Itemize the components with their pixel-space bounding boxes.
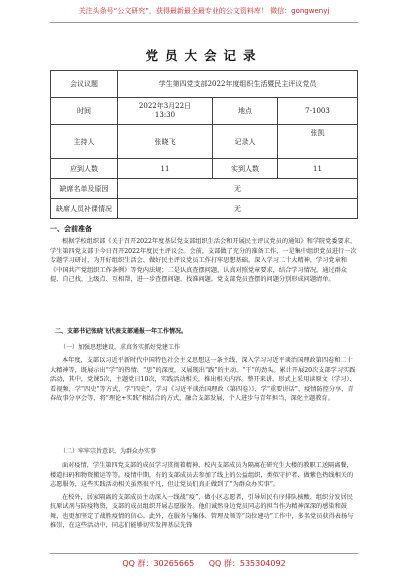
footer-qq-group-1: QQ 群：30265665: [122, 559, 195, 568]
footer-divider: [50, 553, 358, 554]
recorder-label: 记录人: [213, 125, 278, 159]
place-label: 地点: [213, 98, 278, 125]
time-clock: 13:30: [154, 111, 176, 119]
time-label: 时间: [51, 98, 118, 125]
host-label: 主持人: [51, 125, 118, 159]
due-count-label: 应到人数: [51, 159, 118, 179]
due-count-value: 11: [118, 159, 213, 179]
topic-label: 会议议题: [51, 71, 118, 98]
actual-count-label: 实到人数: [213, 159, 278, 179]
top-banner: 关注头条号“公文研究”，获得最新最全最专业的公文资料库！ 微信：gongwenyj: [78, 7, 330, 15]
page-title: 党员大会记录: [145, 48, 263, 63]
header-divider: [50, 22, 358, 23]
recorder-value: 张凯: [278, 125, 358, 159]
makeup-label: 缺席人员补课情况: [51, 199, 118, 219]
section2-heading: 二、支部书记张晓飞代表支部通报一年工作情况。: [55, 328, 188, 335]
section2-paragraph-2: 面对疫情，学生第四党支部的成员学习贯彻着精神，校内支部成员为隔离在研究生大楼的教职工送隔离餐，楼道扫码和物资搬运等等。疫情中期，有的支部成员去参加了线上的公益组织，类似守护者、做紫色热线相关的志愿服务，这些实践活动相关虽然很平凡，但让党员们真正做到了“为群众办实事”。: [50, 462, 354, 488]
section1-paragraph: 根据学校组织部《关于召开2022年度基层党支部组织生活会和开展民主评议党员的通知》和学院党委要求，学生第四党支部于今日召开2022年度民主评议会。会前，支部做了充分的准备工作，一是集中组织党员进行一次专题学习研讨，为开好组织生活会、做好民主评议党员工作打牢思想基础。深入学习二十大精神，学习党章和《中国共产党组织工作条例》等党内法规；二是认真查摆问题，认真对照党章要求，结合学习情况，通过群众提、自己找、上级点、互相帮，进一步查摆问题、找准问题。党支部党员查摆的问题分别形成问题清单。: [50, 238, 357, 283]
place-value: 7-1003: [278, 98, 358, 125]
topic-value: 学生第四党支部2022年度组织生活暨民主评议党员: [118, 71, 358, 98]
absent-value: 无: [118, 179, 358, 199]
makeup-value: 无: [118, 199, 358, 219]
section1-body: [50, 237, 358, 285]
time-date: 2022年3月22日: [138, 102, 192, 110]
absent-label: 缺席名单及原因: [51, 179, 118, 199]
section2-subheading-1: （一）加强思想建设，求真务实抓好党建工作: [60, 344, 181, 351]
host-value: 张晓飞: [118, 125, 213, 159]
section2-body-2: [50, 461, 358, 531]
time-value: [118, 98, 213, 125]
section2-subheading-2: （二）牢牢宗旨意识，为群众办实事: [60, 448, 157, 455]
actual-count-value: 11: [278, 159, 358, 179]
section2-paragraph-1: 本年度，支部以习近平新时代中国特色社会主义思想这一条主线，深入学习习近平谈治国理政第四卷和二十大精神等，既展示出“学”的热情、“思”的深度，又展现出“践”的主动、“干”的劲头。累计开展20次支部学习实践活动，其中，党课5次，主题党日10次，实践活动相关，推出相关内容。整开来讲，形式上采用读原文（学习）、看视频、学“四史”等方式，学“四史”，学习《习近平谈治国理政（第四卷）》、学“重要讲话”、疫情防控分享、青春故事分享会等，将“理论+实践”相结合的方式，融合支部发展，个人进步与青年担当，深化主题教育。: [50, 357, 356, 402]
section1-heading: 一、会前准备: [50, 225, 92, 233]
section2-paragraph-3: 在校外，居家隔离的支部成员主动深入一线战“疫”，做小区志愿者，引导居民有序排队核酸、组织分发居民抗原试剂与防疫物资，支部的成员组织开展志愿服务。他们诚然身边党员同志的担当作为精神深深的感染和鼓舞，也更加坚定了战胜疫情的信心。此外，在服务与集体、管理及领等“岗位建功”工作中，多名党员获得表扬与推崇，在这些活动中，同志们能够切实发挥基层先锋: [50, 493, 354, 529]
meeting-info-table: [50, 70, 358, 219]
footer: [0, 558, 408, 569]
section2-body-1: [50, 356, 358, 404]
footer-qq-group-2: QQ 群：535304092: [208, 559, 286, 568]
